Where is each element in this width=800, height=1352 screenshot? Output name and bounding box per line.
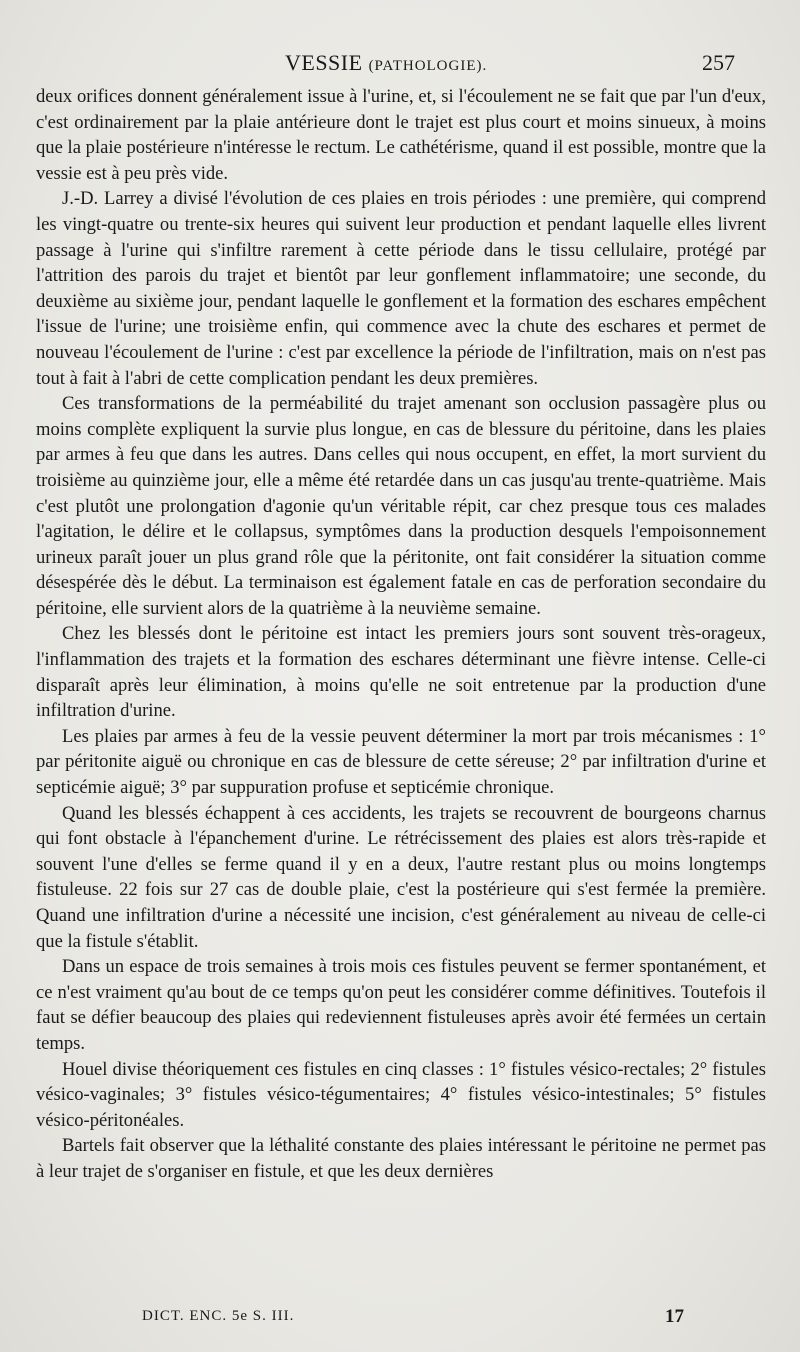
paragraph-5: Les plaies par armes à feu de la vessie peuvent déterminer la mort par trois mécanismes : 1° par péritonite aiguë ou chronique en cas de blessure de cette séreuse; 2° par infiltration d'urine et septicémie aiguë; 3° par suppuration profuse et septicémie chronique. <box>36 725 766 799</box>
running-title-sub: (PATHOLOGIE). <box>368 58 488 74</box>
paragraph-3: Ces transformations de la perméabilité du trajet amenant son occlusion passagère plus ou moins complète expliquent la survie plus longue, en cas de blessure du péritoine, dans les plaies par armes à feu que dans les autres. Dans celles qui nous occupent, en effet, la mort survient du troisième au quinzième jour, elle a même été retardée dans un cas jusqu'au trente-quatrième. Mais c'est plutôt une prolongation d'agonie qu'un véritable répit, car chez presque tous ces malades l'agitation, le délire et le collapsus, symptômes dans la production desquels l'empoisonnement urineux paraît jouer un plus grand rôle que la péritonite, ont fait considérer la situation comme désespérée dès le début. La terminaison est également fatale en cas de perforation secondaire du péritoine, elle survient alors de la quatrième à la neuvième semaine. <box>36 393 766 619</box>
paragraph-6: Quand les blessés échappent à ces accidents, les trajets se recouvrent de bourgeons charnus qui font obstacle à l'épanchement d'urine. Le rétrécissement des plaies est alors très-rapide et souvent l'une d'elles se ferme quand il y en a deux, l'autre restant plus ou moins longtemps fistuleuse. 22 fois sur 27 cas de double plaie, c'est la postérieure qui s'est fermée la première. Quand une infiltration d'urine a nécessité une incision, c'est généralement au niveau de celle-ci que la fistule s'établit. <box>36 802 766 952</box>
paragraph-4: Chez les blessés dont le péritoine est intact les premiers jours sont souvent très-orageux, l'inflammation des trajets et la formation des eschares déterminant une fièvre intense. Celle-ci disparaît après leur élimination, à moins qu'elle ne soit entretenue par la production d'une infiltration d'urine. <box>36 623 766 722</box>
page-footer <box>0 1308 800 1338</box>
body-text <box>36 84 766 1185</box>
paragraph-9: Bartels fait observer que la léthalité constante des plaies intéressant le péritoine ne permet pas à leur trajet de s'organiser en fistule, et que les deux dernières <box>36 1135 766 1182</box>
paragraph-8: Houel divise théoriquement ces fistules en cinq classes : 1° fistules vésico-rectales; 2° fistules vésico-vaginales; 3° fistules vésico-tégumentaires; 4° fistules vésico-intestinales; 5° fistules vésico-péritonéales. <box>36 1058 766 1131</box>
paragraph-2: J.-D. Larrey a divisé l'évolution de ces plaies en trois périodes : une première, qui comprend les vingt-quatre ou trente-six heures qui suivent leur production et pendant laquelle elles livrent passage à l'urine qui s'infiltre rarement à cette période dans le tissu cellulaire, protégé par l'attrition des parois du trajet et bientôt par leur gonflement inflammatoire; une seconde, du deuxième au sixième jour, pendant laquelle le gonflement et la formation des eschares empêchent l'issue de l'urine; une troisième enfin, qui commence avec la chute des eschares et permet de nouveau l'écoulement de l'urine : c'est par excellence la période de l'infiltration, mais on n'est pas tout à fait à l'abri de cette complication pendant les deux premières. <box>36 188 766 389</box>
paragraph-7: Dans un espace de trois semaines à trois mois ces fistules peuvent se fermer spontanément, et ce n'est vraiment qu'au bout de ce temps qu'on peut les considérer comme définitives. Toutefois il faut se défier beaucoup des plaies qui redeviennent fistuleuses après avoir été fermées un certain temps. <box>36 956 766 1054</box>
page-number: 257 <box>702 50 735 75</box>
running-title-main: VESSIE <box>285 50 363 75</box>
sheet-number: 17 <box>665 1306 684 1327</box>
paragraph-1: deux orifices donnent généralement issue à l'urine, et, si l'écoulement ne se fait que par l'un d'eux, c'est ordinairement par la plaie antérieure dont le trajet est plus court et moins sinueux, à moins que la plaie postérieure n'intéresse le rectum. Le cathétérisme, quand il est possible, montre que la vessie est à peu près vide. <box>36 86 766 184</box>
running-head <box>0 50 800 84</box>
printer-signature: DICT. ENC. 5e S. III. <box>142 1308 295 1324</box>
running-title <box>285 50 487 76</box>
